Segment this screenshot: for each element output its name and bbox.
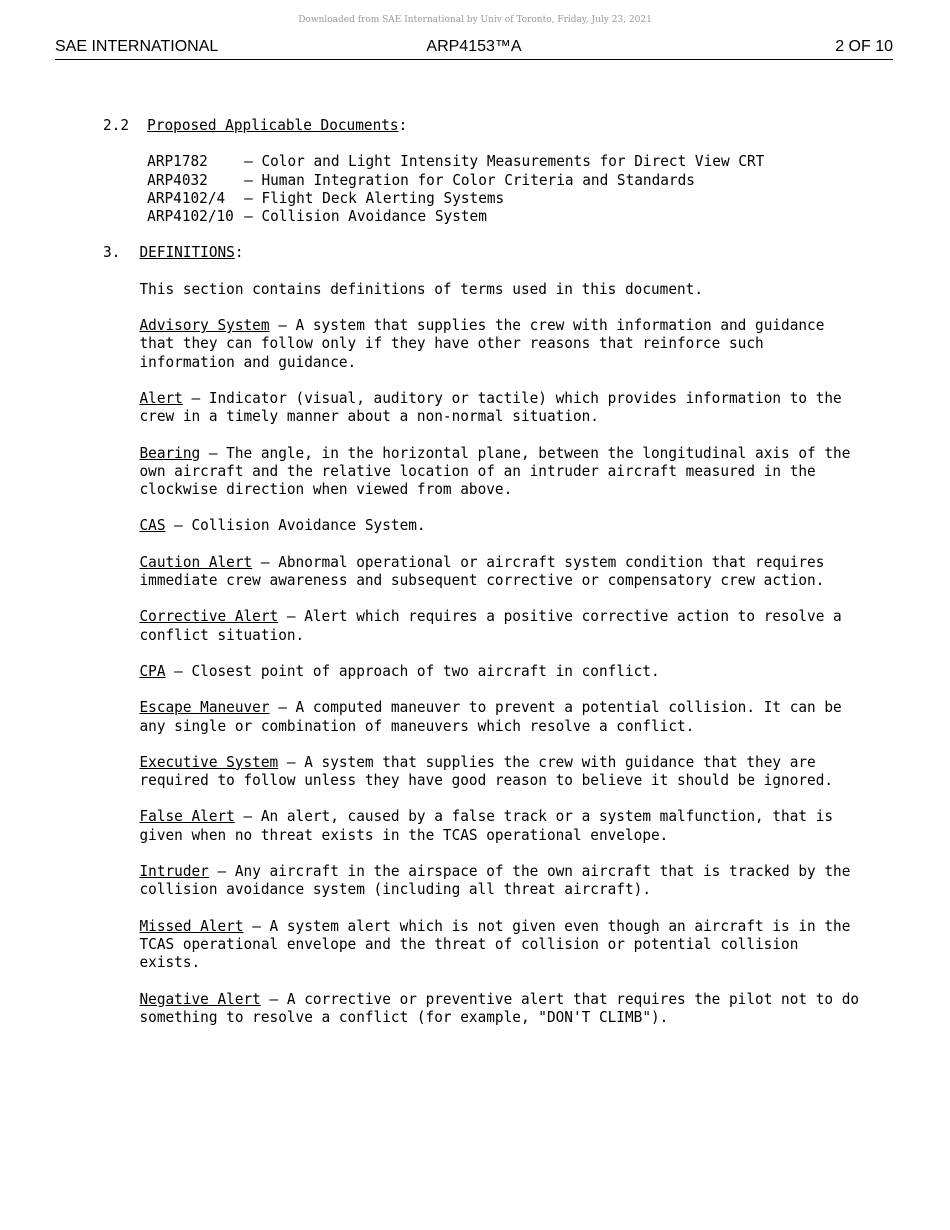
- document-body: [103, 116, 861, 1026]
- header-org: SAE INTERNATIONAL: [55, 38, 219, 55]
- definition-text: – The angle, in the horizontal plane, between the longitudinal axis of the own aircraft and the relative location of an intruder aircraft measured in the clockwise direction when viewed from above.: [139, 443, 851, 499]
- definition-term: Missed Alert: [139, 916, 244, 935]
- document-id: ARP4032: [147, 170, 208, 189]
- page-header: [55, 37, 893, 60]
- definition-term: False Alert: [139, 807, 235, 826]
- definition-term: Corrective Alert: [139, 607, 279, 626]
- document-id: ARP1782: [147, 152, 208, 171]
- section-number: 3.: [103, 243, 121, 262]
- section-3-heading: [103, 243, 861, 261]
- header-page-number: 2 OF 10: [835, 38, 893, 55]
- definition-term: Negative Alert: [139, 989, 261, 1008]
- definition-text: – An alert, caused by a false track or a system malfunction, that is given when no threat exists in the TCAS operational envelope.: [139, 807, 834, 844]
- definition-item: [139, 316, 861, 371]
- definition-term: Advisory System: [139, 316, 270, 335]
- definition-item: [139, 444, 861, 499]
- document-desc: – Collision Avoidance System: [244, 207, 487, 226]
- definition-item: [139, 607, 861, 644]
- definition-term: Intruder: [139, 862, 209, 881]
- definition-text: – A system that supplies the crew with guidance that they are required to follow unless they have good reason to believe it should be ignored.: [139, 752, 834, 790]
- definition-text: – Collision Avoidance System.: [165, 516, 426, 535]
- definition-term: Escape Maneuver: [139, 698, 270, 717]
- definition-term: Bearing: [139, 443, 201, 462]
- section-title: DEFINITIONS: [139, 243, 235, 262]
- section-2-2-heading: [103, 116, 861, 134]
- document-row: [147, 171, 861, 189]
- applicable-documents-list: [147, 152, 861, 225]
- definition-text: – Closest point of approach of two aircraft in conflict.: [165, 661, 660, 680]
- definition-text: – A corrective or preventive alert that requires the pilot not to do something to resolve a conflict (for example, "DON'T CLIMB").: [139, 989, 860, 1026]
- document-row: [147, 207, 861, 225]
- definition-term: CAS: [139, 516, 166, 535]
- section-colon: :: [234, 243, 244, 262]
- definition-term: CPA: [139, 661, 166, 680]
- definition-term: Alert: [139, 388, 183, 407]
- definition-item: [139, 698, 861, 735]
- definition-term: Executive System: [139, 752, 279, 771]
- header-doc-id: ARP4153™A: [426, 38, 522, 55]
- definition-text: – A system that supplies the crew with information and guidance that they can follow only if they have other reasons that reinforce such information and guidance.: [139, 316, 825, 371]
- definition-text: – Any aircraft in the airspace of the own aircraft that is tracked by the collision avoidance system (including all threat aircraft).: [139, 862, 851, 899]
- definition-text: – A system alert which is not given even though an aircraft is in the TCAS operational envelope and the threat of collision or potential collision exists.: [139, 916, 851, 972]
- definition-term: Caution Alert: [139, 552, 253, 571]
- definition-item: [139, 389, 861, 426]
- section-colon: :: [398, 116, 408, 134]
- document-row: [147, 189, 861, 207]
- document-desc: – Human Integration for Color Criteria and Standards: [244, 170, 695, 189]
- definition-item: [139, 917, 861, 972]
- definition-item: [139, 990, 861, 1027]
- definition-text: – Abnormal operational or aircraft system condition that requires immediate crew awareness and subsequent corrective or compensatory crew action.: [139, 552, 825, 590]
- document-id: ARP4102/10: [147, 207, 234, 226]
- definition-item: [139, 662, 861, 680]
- definition-text: – Alert which requires a positive corrective action to resolve a conflict situation.: [139, 607, 842, 644]
- definition-item: [139, 516, 861, 534]
- definition-item: [139, 807, 861, 844]
- definition-item: [139, 862, 861, 899]
- definitions-intro: This section contains definitions of terms used in this document.: [139, 279, 704, 298]
- document-desc: – Flight Deck Alerting Systems: [244, 188, 505, 207]
- definition-item: [139, 753, 861, 790]
- definition-text: – Indicator (visual, auditory or tactile) which provides information to the crew in a timely manner about a non-normal situation.: [139, 388, 842, 426]
- definition-text: – A computed maneuver to prevent a potential collision. It can be any single or combination of maneuvers which resolve a conflict.: [139, 698, 842, 735]
- document-desc: – Color and Light Intensity Measurements for Direct View CRT: [244, 152, 765, 171]
- document-row: [147, 152, 861, 170]
- section-number: 2.2: [103, 116, 130, 134]
- download-watermark: Downloaded from SAE International by Univ of Toronto, Friday, July 23, 2021: [298, 15, 652, 25]
- definition-item: [139, 553, 861, 590]
- section-title: Proposed Applicable Documents: [147, 116, 399, 134]
- document-id: ARP4102/4: [147, 188, 226, 207]
